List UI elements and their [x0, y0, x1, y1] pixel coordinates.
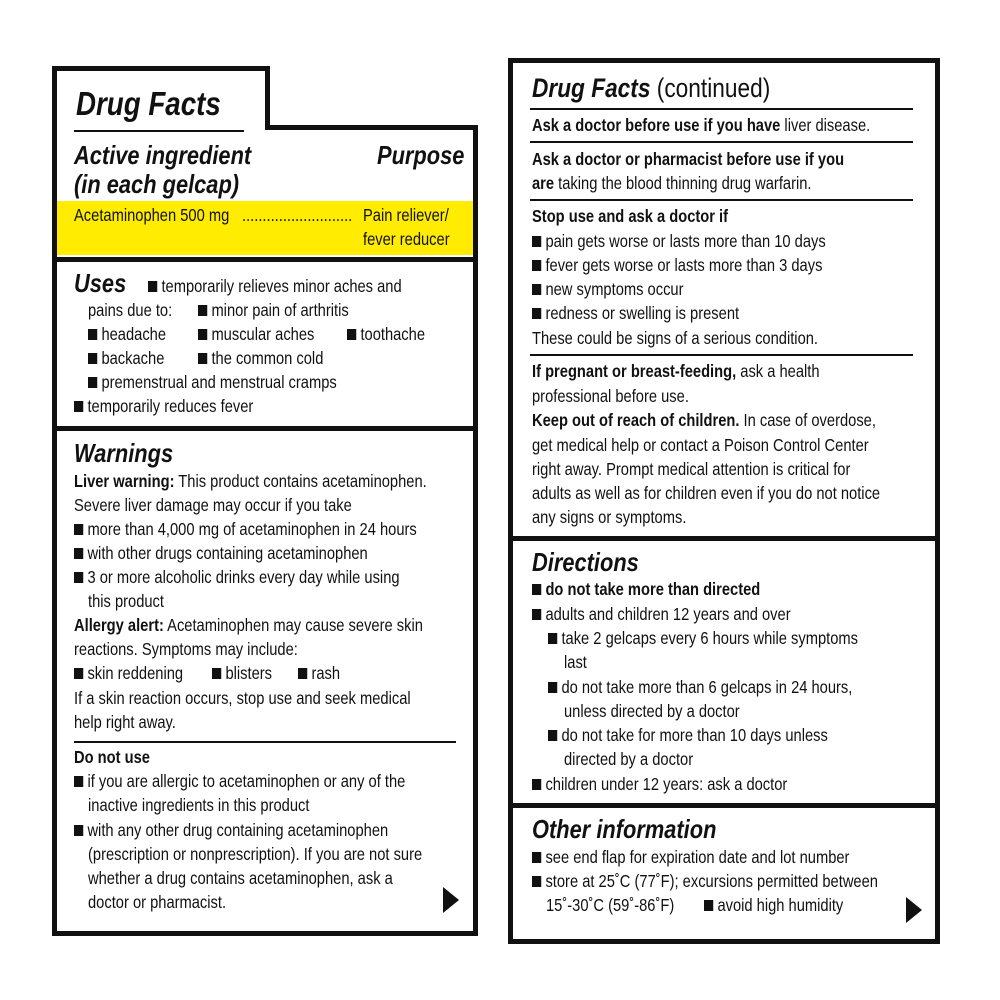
active-ingredient-subheading: (in each gelcap): [74, 169, 240, 199]
square-bullet-icon: [548, 633, 557, 644]
pregnant-warning: If pregnant or breast-feeding, ask a health: [532, 361, 820, 381]
keep-out-reach-5: any signs or symptoms.: [532, 507, 687, 527]
stop-use-heading: Stop use and ask a doctor if: [532, 206, 729, 226]
do-not-use-heading: Do not use: [74, 747, 150, 767]
liver-bullet-1: more than 4,000 mg of acetaminophen in 24 hours: [74, 517, 417, 541]
square-bullet-icon: [532, 609, 541, 620]
keep-out-reach: Keep out of reach of children. In case of overdose,: [532, 410, 876, 430]
do-not-use-2: with any other drug containing acetaminophen: [74, 818, 388, 842]
liver-warning-2: Severe liver damage may occur if you take: [74, 495, 352, 515]
directions-5b: directed by a doctor: [564, 749, 694, 769]
symptom-blisters: blisters: [212, 661, 272, 685]
right-title: Drug Facts (continued): [532, 73, 771, 103]
square-bullet-icon: [532, 584, 541, 595]
square-bullet-icon: [198, 305, 207, 316]
uses-line-2b: minor pain of arthritis: [198, 298, 349, 322]
square-bullet-icon: [532, 260, 541, 271]
directions-heading: Directions: [532, 547, 639, 577]
keep-out-reach-3: right away. Prompt medical attention is critical for: [532, 459, 851, 479]
square-bullet-icon: [74, 548, 83, 559]
square-bullet-icon: [148, 281, 157, 292]
square-bullet-icon: [532, 308, 541, 319]
keep-out-reach-2: get medical help or contact a Poison Control Center: [532, 435, 869, 455]
uses-toothache: toothache: [347, 322, 425, 346]
square-bullet-icon: [88, 353, 97, 364]
next-arrow-icon: [906, 897, 922, 923]
uses-cold: the common cold: [198, 346, 323, 370]
square-bullet-icon: [704, 900, 713, 911]
directions-4: do not take more than 6 gelcaps in 24 hours,: [548, 675, 852, 699]
square-bullet-icon: [347, 329, 356, 340]
uses-cramps: premenstrual and menstrual cramps: [88, 370, 337, 394]
purpose-heading: Purpose: [377, 140, 465, 170]
stop-use-2: fever gets worse or lasts more than 3 days: [532, 253, 822, 277]
symptom-skin: skin reddening: [74, 661, 183, 685]
skin-reaction-1: If a skin reaction occurs, stop use and seek medical: [74, 688, 411, 708]
directions-6: children under 12 years: ask a doctor: [532, 772, 787, 796]
stop-use-1: pain gets worse or lasts more than 10 days: [532, 229, 826, 253]
square-bullet-icon: [74, 776, 83, 787]
square-bullet-icon: [532, 876, 541, 887]
uses-muscular: muscular aches: [198, 322, 314, 346]
other-info-4: avoid high humidity: [704, 893, 843, 917]
square-bullet-icon: [532, 236, 541, 247]
next-arrow-icon: [443, 887, 459, 913]
square-bullet-icon: [198, 329, 207, 340]
other-info-1: see end flap for expiration date and lot number: [532, 845, 849, 869]
symptom-rash: rash: [298, 661, 340, 685]
ingredient-dots: ...........................: [242, 205, 353, 225]
allergy-alert-2: reactions. Symptoms may include:: [74, 639, 298, 659]
do-not-use-2d: doctor or pharmacist.: [88, 892, 227, 912]
pregnant-warning-2: professional before use.: [532, 386, 689, 406]
liver-warning: Liver warning: This product contains acetaminophen.: [74, 471, 427, 491]
purpose-line-2: fever reducer: [363, 229, 450, 249]
square-bullet-icon: [212, 668, 221, 679]
directions-3: take 2 gelcaps every 6 hours while symptoms: [548, 626, 858, 650]
square-bullet-icon: [74, 572, 83, 583]
square-bullet-icon: [74, 524, 83, 535]
do-not-use-2b: (prescription or nonprescription). If you are not sure: [88, 844, 423, 864]
square-bullet-icon: [532, 779, 541, 790]
directions-5: do not take for more than 10 days unless: [548, 723, 828, 747]
square-bullet-icon: [88, 377, 97, 388]
square-bullet-icon: [532, 284, 541, 295]
uses-line-1: temporarily relieves minor aches and: [148, 274, 402, 298]
liver-bullet-3: 3 or more alcoholic drinks every day while using: [74, 565, 400, 589]
stop-use-4: redness or swelling is present: [532, 301, 739, 325]
left-title: Drug Facts: [76, 85, 221, 122]
other-info-2: store at 25˚C (77˚F); excursions permitted between: [532, 869, 878, 893]
directions-3b: last: [564, 652, 587, 672]
ask-pharmacist-2: are taking the blood thinning drug warfarin.: [532, 173, 812, 193]
ask-pharmacist-1: Ask a doctor or pharmacist before use if you: [532, 149, 845, 169]
stop-use-3: new symptoms occur: [532, 277, 684, 301]
ask-doctor-liver: Ask a doctor before use if you have liver disease.: [532, 115, 871, 135]
uses-backache: backache: [88, 346, 164, 370]
directions-4b: unless directed by a doctor: [564, 701, 740, 721]
other-info-3: 15˚-30˚C (59˚-86˚F): [546, 895, 675, 915]
skin-reaction-2: help right away.: [74, 712, 176, 732]
square-bullet-icon: [74, 825, 83, 836]
warnings-heading: Warnings: [74, 438, 174, 468]
ingredient-name: Acetaminophen 500 mg: [74, 205, 230, 225]
square-bullet-icon: [74, 668, 83, 679]
do-not-use-1b: inactive ingredients in this product: [88, 795, 310, 815]
do-not-use-2c: whether a drug contains acetaminophen, ask a: [88, 868, 393, 888]
square-bullet-icon: [548, 682, 557, 693]
uses-headache: headache: [88, 322, 166, 346]
square-bullet-icon: [298, 668, 307, 679]
other-info-heading: Other information: [532, 814, 717, 844]
directions-2: adults and children 12 years and over: [532, 602, 791, 626]
do-not-use-1: if you are allergic to acetaminophen or any of the: [74, 769, 405, 793]
square-bullet-icon: [548, 730, 557, 741]
square-bullet-icon: [88, 329, 97, 340]
uses-line-2a: pains due to:: [88, 300, 173, 320]
uses-fever: temporarily reduces fever: [74, 394, 253, 418]
square-bullet-icon: [532, 852, 541, 863]
square-bullet-icon: [74, 401, 83, 412]
active-ingredient-heading: Active ingredient: [74, 140, 252, 170]
liver-bullet-2: with other drugs containing acetaminophen: [74, 541, 368, 565]
purpose-line-1: Pain reliever/: [363, 205, 449, 225]
square-bullet-icon: [198, 353, 207, 364]
stop-use-5: These could be signs of a serious condition.: [532, 328, 819, 348]
uses-heading: Uses: [74, 268, 127, 298]
keep-out-reach-4: adults as well as for children even if you do not notice: [532, 483, 881, 503]
allergy-alert: Allergy alert: Acetaminophen may cause severe skin: [74, 615, 423, 635]
directions-1: do not take more than directed: [532, 577, 760, 601]
liver-bullet-3b: this product: [88, 591, 164, 611]
